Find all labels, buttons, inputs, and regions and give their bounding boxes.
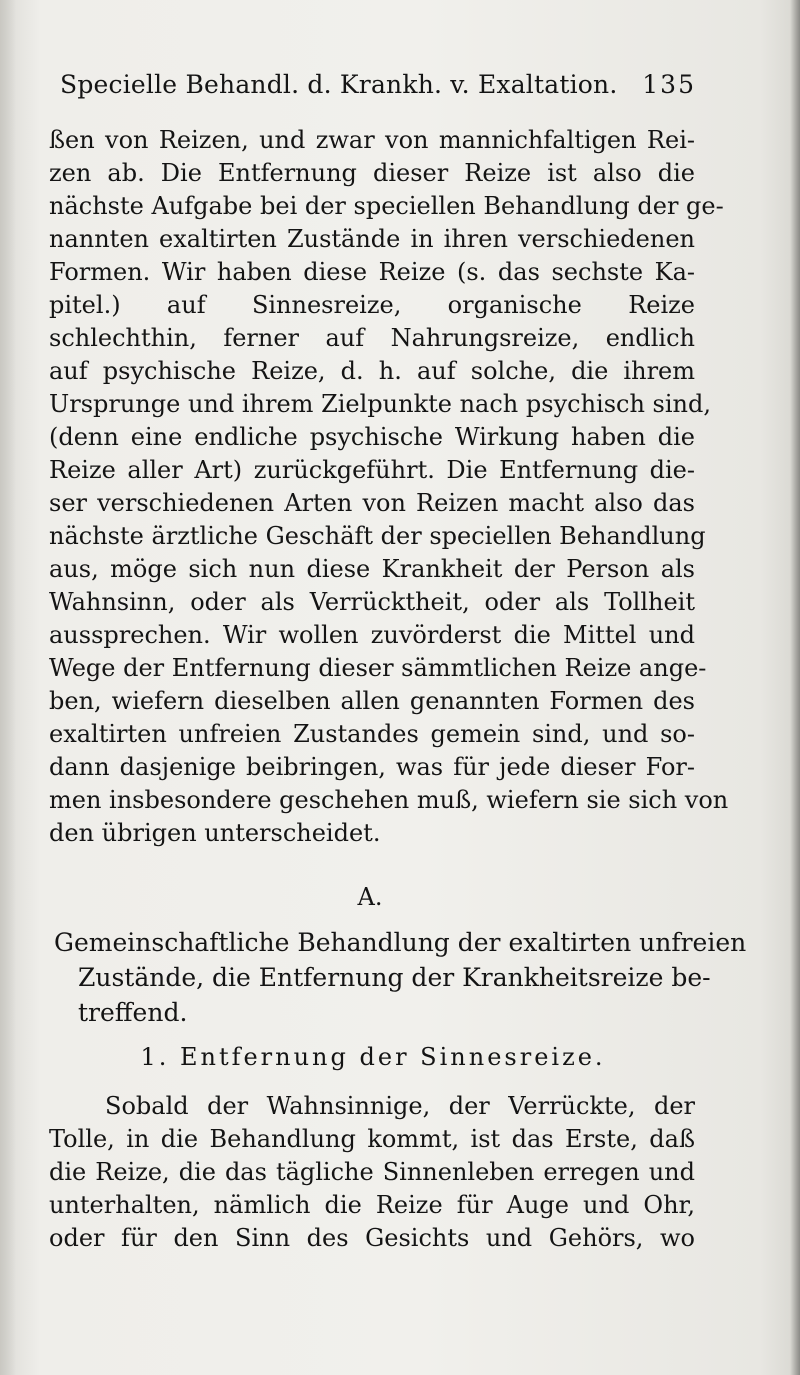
text-line: ser verschiedenen Arten von Reizen macht also das <box>49 489 695 517</box>
text-line: ßen von Reizen, und zwar von mannichfaltigen Rei- <box>49 126 695 154</box>
text-line: men insbesondere geschehen muß, wiefern sie sich von <box>49 786 729 814</box>
page-edge <box>790 0 800 1375</box>
page-number: 135 <box>642 70 696 99</box>
text-line: Tolle, in die Behandlung kommt, ist das Erste, daß <box>49 1125 695 1153</box>
text-line: nächste Aufgabe bei der speciellen Behandlung der ge- <box>49 192 724 220</box>
text-line: pitel.) auf Sinnesreize, organische Reize <box>49 291 695 319</box>
text-line: Ursprunge und ihrem Zielpunkte nach psychisch sind, <box>49 390 711 418</box>
text-line: die Reize, die das tägliche Sinnenleben erregen und <box>49 1158 695 1186</box>
text-line: nannten exaltirten Zustände in ihren verschiedenen <box>49 225 695 253</box>
text-line: auf psychische Reize, d. h. auf solche, die ihrem <box>49 357 695 385</box>
text-line: schlechthin, ferner auf Nahrungsreize, endlich <box>49 324 695 352</box>
gutter-shadow <box>0 0 16 1375</box>
section-title-line: Gemeinschaftliche Behandlung der exaltirten unfreien <box>54 928 747 957</box>
subsection-heading: 1. Entfernung der Sinnesreize. <box>140 1043 606 1071</box>
text-line: unterhalten, nämlich die Reize für Auge und Ohr, <box>49 1191 695 1219</box>
section-letter: A. <box>357 883 383 911</box>
section-title-line: treffend. <box>78 998 188 1027</box>
text-line: nächste ärztliche Geschäft der speciellen Behandlung <box>49 522 706 550</box>
text-line: aussprechen. Wir wollen zuvörderst die Mittel und <box>49 621 695 649</box>
text-line: oder für den Sinn des Gesichts und Gehörs, wo <box>49 1224 695 1252</box>
text-line: zen ab. Die Entfernung dieser Reize ist also die <box>49 159 695 187</box>
text-line: Formen. Wir haben diese Reize (s. das sechste Ka- <box>49 258 695 286</box>
text-line: aus, möge sich nun diese Krankheit der Person als <box>49 555 695 583</box>
section-title-line: Zustände, die Entfernung der Krankheitsreize be- <box>78 963 711 992</box>
page-header <box>60 70 696 104</box>
text-line: (denn eine endliche psychische Wirkung haben die <box>49 423 695 451</box>
running-title: Specielle Behandl. d. Krankh. v. Exaltation. <box>60 70 618 99</box>
text-line: exaltirten unfreien Zustandes gemein sind, und so- <box>49 720 695 748</box>
text-line: den übrigen unterscheidet. <box>49 819 381 847</box>
text-line: ben, wiefern dieselben allen genannten Formen des <box>49 687 695 715</box>
text-line: dann dasjenige beibringen, was für jede dieser For- <box>49 753 695 781</box>
text-line: Wahnsinn, oder als Verrücktheit, oder als Tollheit <box>49 588 695 616</box>
text-line: Sobald der Wahnsinnige, der Verrückte, der <box>105 1092 695 1120</box>
text-line: Wege der Entfernung dieser sämmtlichen Reize ange- <box>49 654 707 682</box>
text-line: Reize aller Art) zurückgeführt. Die Entfernung die- <box>49 456 695 484</box>
